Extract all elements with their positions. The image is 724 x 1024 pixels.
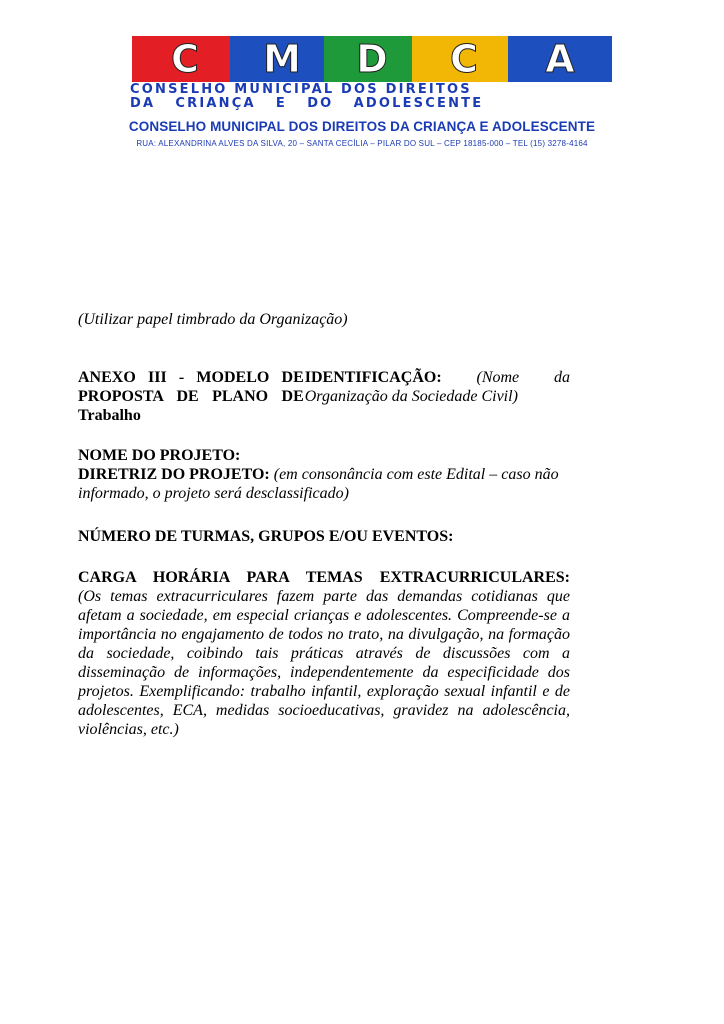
identification-value-2: da bbox=[554, 369, 570, 386]
workload-note: (Os temas extracurriculares fazem parte das demandas cotidianas que afetam a sociedade, em especial crianças e adolescentes. Compreende-se a importância no engajamento de todos no trato, na divulgação, na formação da sociedade, coibindo tais práticas através de discussões com a disseminação de informações, independentemente da especificidade dos projetos. Exemplificando: trabalho infantil, exploração sexual infantil e de adolescentes, ECA, medidas socioeducativas, gravidez na adolescência, violências, etc.) bbox=[78, 588, 570, 738]
logo-letter-c2: C bbox=[412, 36, 516, 82]
logo-subtitle-line2: DA CRIANÇA E DO ADOLESCENTE bbox=[130, 96, 484, 111]
workload-label: CARGA HORÁRIA PARA TEMAS EXTRACURRICULARES: bbox=[78, 569, 570, 586]
organization-address: RUA: ALEXANDRINA ALVES DA SILVA, 20 – SANTA CECÍLIA – PILAR DO SUL – CEP 18185-000 – TEL (15) 3278-4164 bbox=[136, 139, 588, 148]
directive-note: (em consonância com este Edital – caso não informado, o projeto será desclassificado) bbox=[78, 466, 559, 502]
identification-label: IDENTIFICAÇÃO: bbox=[304, 369, 442, 386]
cmdca-logo bbox=[124, 34, 614, 114]
organization-name: CONSELHO MUNICIPAL DOS DIREITOS DA CRIANÇA E ADOLESCENTE bbox=[128, 119, 596, 134]
workload-paragraph bbox=[78, 568, 570, 739]
logo-letter-m: M bbox=[230, 36, 334, 82]
annex-block bbox=[78, 368, 570, 425]
groups-label: NÚMERO DE TURMAS, GRUPOS E/OU EVENTOS: bbox=[78, 528, 454, 545]
project-name-label: NOME DO PROJETO: bbox=[78, 447, 241, 464]
identification-value-1: (Nome bbox=[476, 369, 520, 386]
logo-letters bbox=[124, 36, 614, 82]
letterhead-hint: (Utilizar papel timbrado da Organização) bbox=[78, 311, 348, 328]
identification-value-3: Organização da Sociedade Civil) bbox=[304, 388, 518, 405]
directive-paragraph bbox=[78, 465, 608, 503]
logo-letter-d: D bbox=[324, 36, 420, 82]
logo-subtitle-line1: CONSELHO MUNICIPAL DOS DIREITOS bbox=[130, 82, 472, 97]
identification-block bbox=[305, 368, 570, 425]
directive-label: DIRETRIZ DO PROJETO: bbox=[78, 466, 270, 483]
logo-letter-c: C bbox=[132, 36, 238, 82]
annex-title: ANEXO III - MODELO DE PROPOSTA DE PLANO DE Trabalho bbox=[78, 369, 304, 424]
logo-letter-a: A bbox=[508, 36, 612, 82]
identification-line bbox=[305, 368, 570, 387]
